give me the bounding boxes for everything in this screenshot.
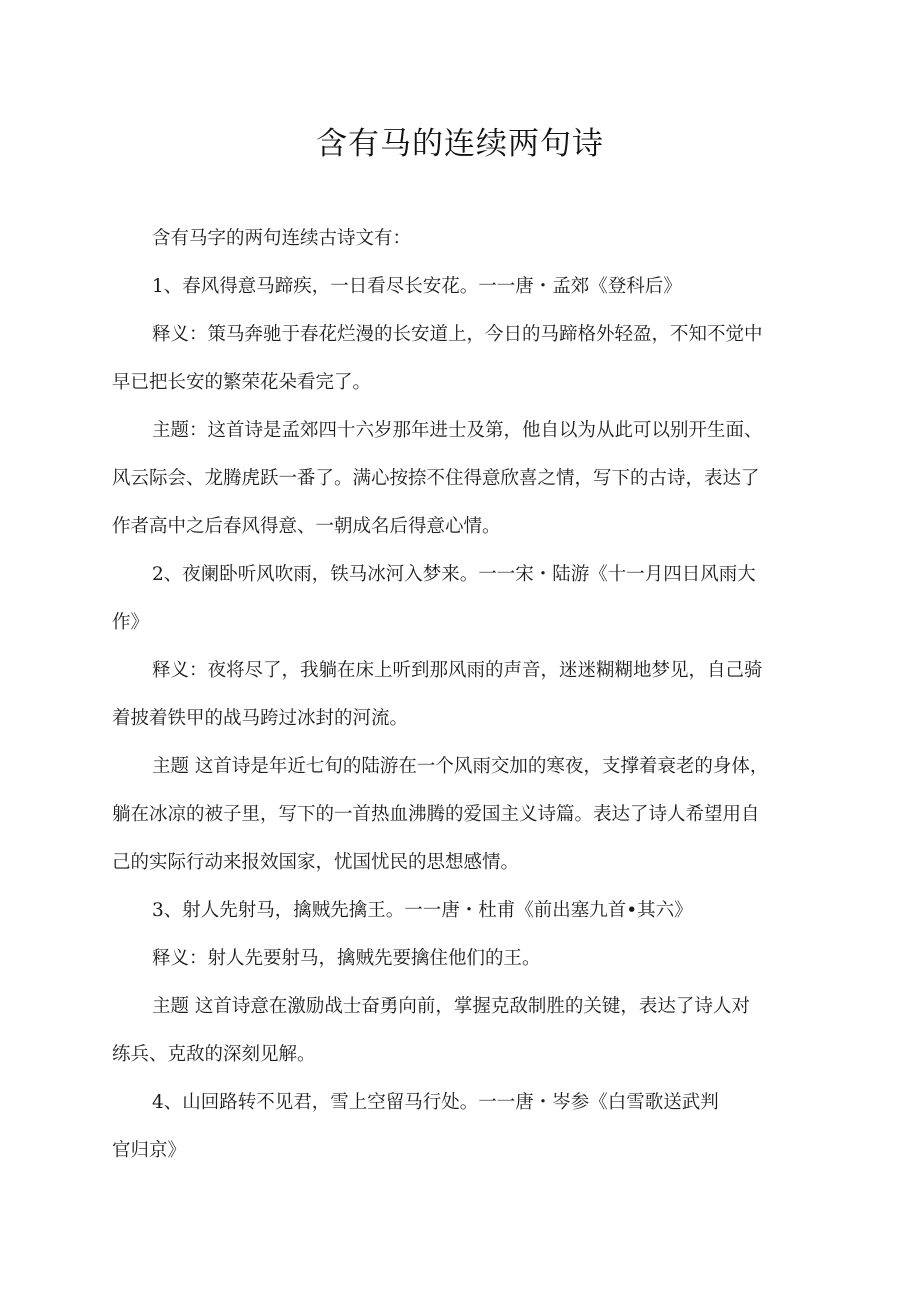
body-line: 释义：夜将尽了，我躺在床上听到那风雨的声音，迷迷糊糊地梦见，自己骑 [152, 660, 763, 681]
body-line: 主题：这首诗是孟郊四十六岁那年进士及第，他自以为从此可以别开生面、 [152, 420, 763, 441]
body-line: 躺在冰凉的被子里，写下的一首热血沸腾的爱国主义诗篇。表达了诗人希望用自 [112, 804, 760, 825]
body-line: 作者高中之后春风得意、一朝成名后得意心情。 [112, 516, 501, 537]
body-line: 2、夜阑卧听风吹雨，铁马冰河入梦来。一一宋・陆游《十一月四日风雨大 [152, 564, 756, 585]
body-line: 风云际会、龙腾虎跃一番了。满心按捺不住得意欣喜之情，写下的古诗，表达了 [112, 468, 760, 489]
document-body [112, 215, 812, 1175]
body-line: 4、山回路转不见君，雪上空留马行处。一一唐・岑参《白雪歌送武判 [152, 1092, 719, 1113]
body-line: 官归京》 [112, 1140, 187, 1161]
body-line: 作》 [112, 612, 150, 633]
body-line: 1、春风得意马蹄疾，一日看尽长安花。一一唐・孟郊《登科后》 [152, 276, 682, 297]
body-line: 主题 这首诗是年近七旬的陆游在一个风雨交加的寒夜，支撑着衰老的身体， [152, 756, 769, 777]
body-line: 练兵、克敌的深刻见解。 [112, 1044, 316, 1065]
body-line: 着披着铁甲的战马跨过冰封的河流。 [112, 708, 409, 729]
body-line: 主题 这首诗意在激励战士奋勇向前，掌握克敌制胜的关键，表达了诗人对 [152, 996, 750, 1017]
body-line: 早已把长安的繁荣花朵看完了。 [112, 372, 372, 393]
body-line: 3、射人先射马，擒贼先擒王。一一唐・杜甫《前出塞九首•其六》 [152, 900, 693, 921]
body-line: 己的实际行动来报效国家，忧国忧民的思想感情。 [112, 852, 520, 873]
body-line: 含有马字的两句连续古诗文有： [152, 228, 412, 249]
document-title: 含有马的连续两句诗 [316, 126, 604, 162]
body-line: 释义：射人先要射马，擒贼先要擒住他们的王。 [152, 948, 541, 969]
body-line: 释义：策马奔驰于春花烂漫的长安道上，今日的马蹄格外轻盈，不知不觉中 [152, 324, 763, 345]
